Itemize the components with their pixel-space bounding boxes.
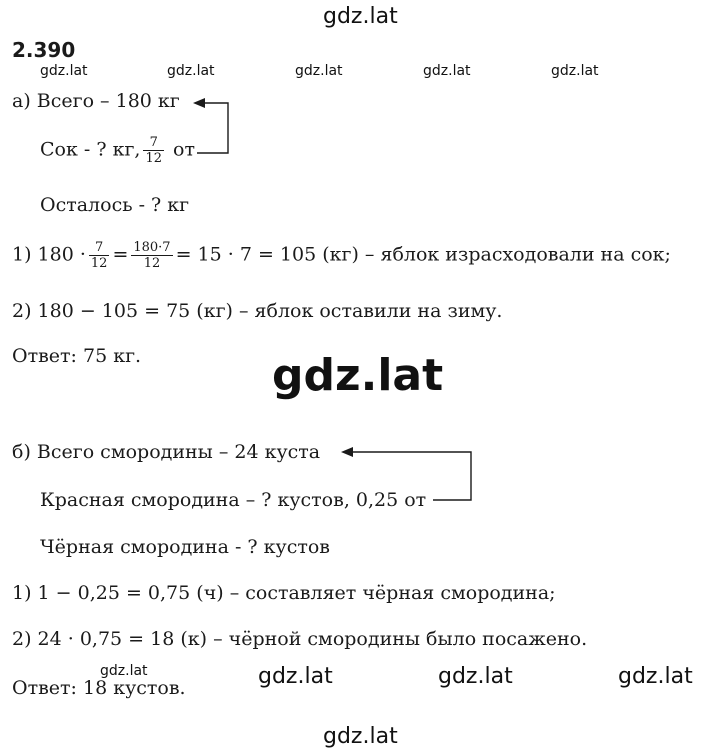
part-a-step-2: 2) 180 − 105 = 75 (кг) – яблок оставили на зиму. [12, 300, 503, 322]
part-a-juice-tail: от [173, 138, 195, 161]
arrow-head-a [193, 98, 205, 108]
watermark: gdz.lat [423, 63, 471, 79]
watermark: gdz.lat [100, 663, 148, 679]
part-b-answer: Ответ: 18 кустов. [12, 677, 186, 699]
fraction-denominator: 12 [131, 255, 172, 271]
step-1-start: 1) 180 · [12, 243, 86, 266]
part-a-answer: Ответ: 75 кг. [12, 345, 142, 367]
part-b-step-2: 2) 24 · 0,75 = 18 (к) – чёрной смородины было посажено. [12, 628, 588, 650]
fraction-numerator: 180·7 [133, 240, 171, 255]
part-b-step-1: 1) 1 − 0,25 = 0,75 (ч) – составляет чёрная смородина; [12, 582, 556, 604]
part-b-total: б) Всего смородины – 24 куста [12, 441, 321, 463]
watermark: gdz.lat [167, 63, 215, 79]
fraction-numerator: 7 [95, 240, 104, 255]
equals-sign: = [112, 243, 129, 266]
watermark: gdz.lat [438, 664, 513, 689]
arrow-bracket-a [197, 103, 228, 153]
part-a-remaining: Осталось - ? кг [40, 194, 190, 216]
watermark-top: gdz.lat [323, 4, 398, 29]
step-1-rest: = 15 · 7 = 105 (кг) – яблок израсходовали на сок; [175, 243, 671, 266]
watermark-footer: gdz.lat [323, 724, 398, 749]
watermark: gdz.lat [295, 63, 343, 79]
problem-number: 2.390 [12, 38, 76, 62]
arrow-head-b [341, 447, 353, 457]
watermark-center: gdz.lat [272, 350, 444, 401]
fraction-numerator: 7 [149, 135, 158, 150]
fraction-denominator: 12 [90, 256, 108, 271]
arrow-bracket-b [352, 452, 471, 500]
part-a-juice-text: Сок - ? кг, [40, 138, 141, 161]
watermark: gdz.lat [258, 664, 333, 689]
fraction-denominator: 12 [145, 151, 162, 166]
watermark: gdz.lat [40, 63, 88, 79]
watermark: gdz.lat [618, 664, 693, 689]
watermark: gdz.lat [551, 63, 599, 79]
part-b-red: Красная смородина – ? кустов, 0,25 от [40, 489, 427, 511]
part-a-total: а) Всего – 180 кг [12, 90, 180, 112]
part-b-black: Чёрная смородина - ? кустов [40, 536, 330, 558]
